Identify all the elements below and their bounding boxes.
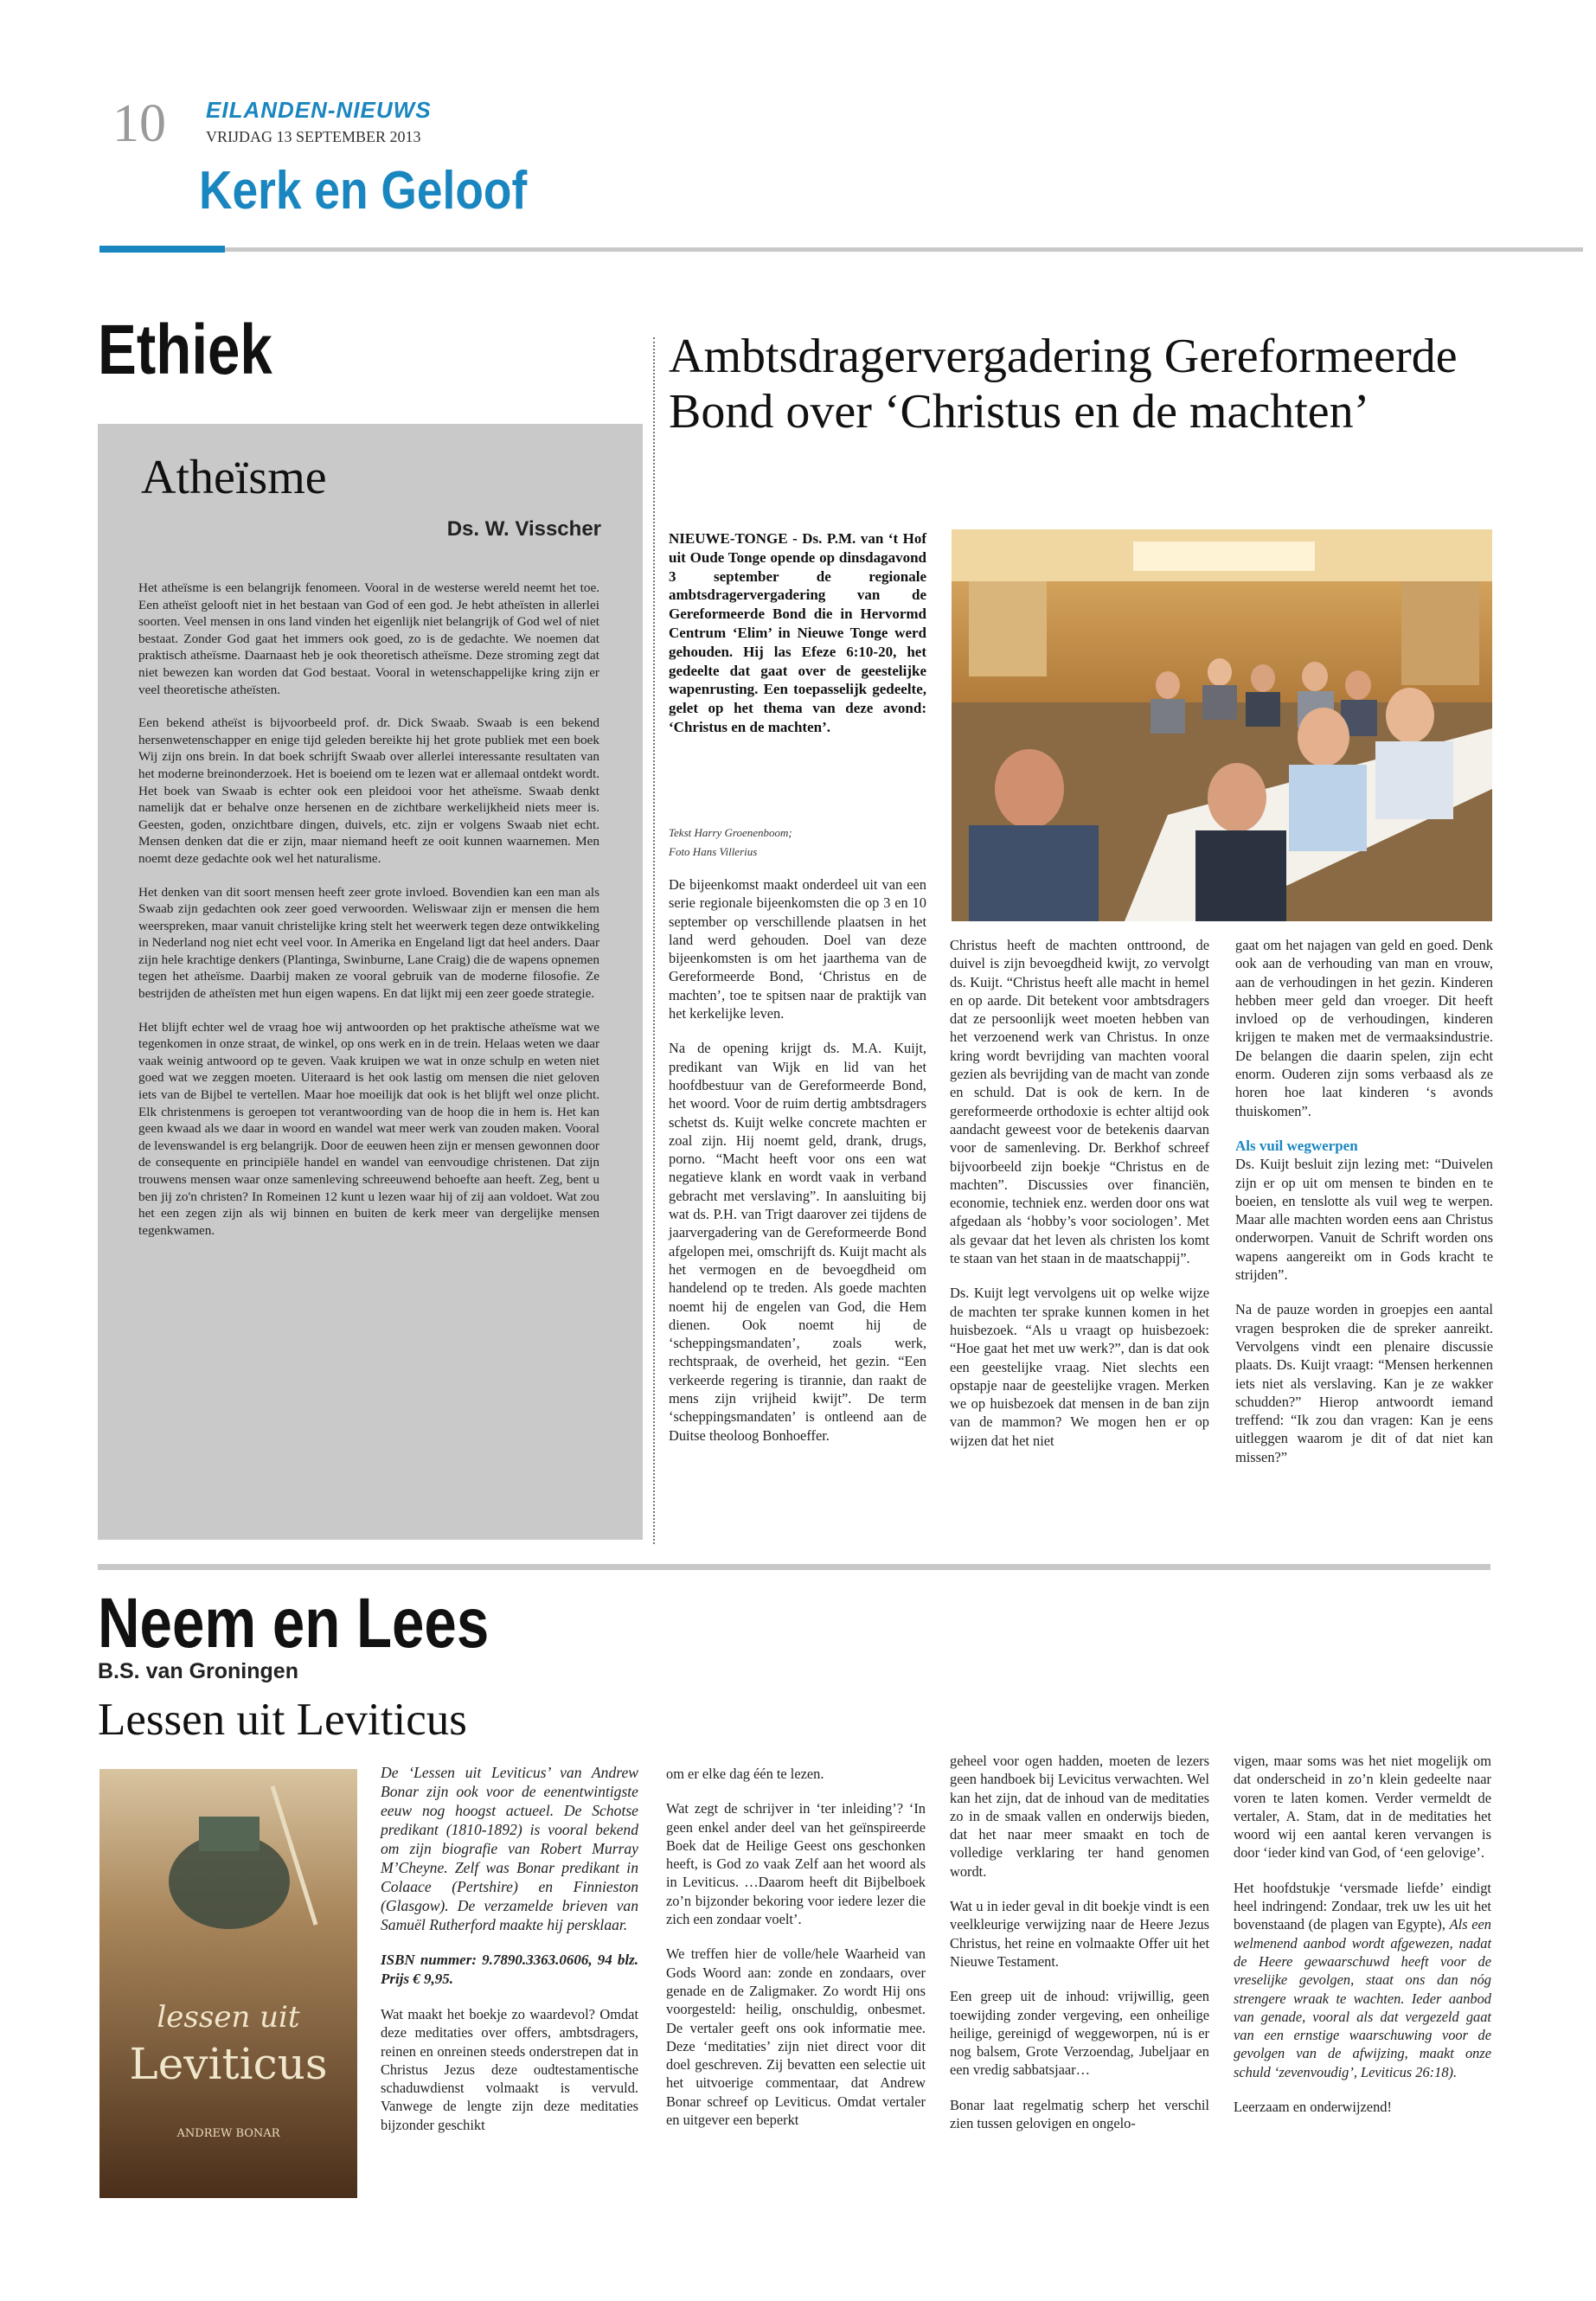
column-heading-ethiek: Ethiek — [98, 311, 272, 389]
issue-date: VRIJDAG 13 SEPTEMBER 2013 — [206, 128, 421, 145]
book-isbn: ISBN nummer: 9.7890.3363.0606, 94 blz. Prijs € 9,95. — [381, 1952, 638, 1987]
article-credit — [669, 824, 926, 862]
review-column-4 — [1234, 1752, 1491, 2132]
paragraph: Een bekend atheïst is bijvoorbeeld prof. dr. Dick Swaab. Swaab is een bekend hersenwetenschapper en enige tijd geleden bereikte hij het grote publiek met een boek Wij zijn ons brein. In dat boek schrijft Swaab over allerlei interessante resultaten van het moderne breinonderzoek. Het is boeiend om te lezen wat er allemaal ontdekt wordt. Het boek van Swaab is echter ook een pleidooi voor het atheïsme. Swaab denkt namelijk dat er behalve onze hersenen en de zichtbare werkelijkheid niets meer is. Geesten, goden, onzichtbare dingen, duivels, etc. zijn er volgens Swaab niet echt. Mensen denken dat die er zijn, maar niemand heeft ze ooit kunnen waarnemen. Men noemt deze gedachte ook wel het naturalisme. — [138, 715, 599, 866]
paragraph: Na de pauze worden in groepjes een aantal vragen besproken die de spreker aanreikt. Vervolgens vindt een plenaire discussie plaats. Ds. Kuijt vraagt: “Mensen herkennen iets niet als verslaving. Kan je ze wakker schudden?” Hierop antwoordt iemand treffend: “Ik zou dan vragen: Kan je eens uitleggen waarom je dit of dat niet kan missen?” — [1235, 1301, 1493, 1465]
paragraph: om er elke dag één te lezen. — [666, 1766, 824, 1782]
article-title-atheisme: Atheïsme — [141, 451, 327, 504]
book-cover-author: ANDREW BONAR — [176, 2127, 280, 2140]
article-body-atheisme — [138, 580, 599, 1255]
paragraph: Leerzaam en onderwijzend! — [1234, 2099, 1392, 2116]
section-rule-accent — [99, 246, 225, 253]
review-column-2 — [666, 1765, 926, 2145]
paragraph: Wat u in ieder geval in dit boekje vindt is een veelkleurige verwijzing naar de Heere Jezus Christus, het reine en volmaakte Offer uit het Nieuwe Testament. — [950, 1898, 1209, 1970]
paragraph: geheel voor ogen hadden, moeten de lezers geen handboek bij Levicitus verwachten. Wel kan het zijn, dat de inhoud van de meditaties zo in de smaak vallen en onderwijs bieden, dat het naar meer smaakt en toch de volledige verklaring ter hand genomen wordt. — [950, 1753, 1209, 1880]
section-title: Kerk en Geloof — [199, 161, 528, 221]
book-cover-image — [99, 1769, 357, 2198]
paragraph: Ds. Kuijt legt vervolgens uit op welke wijze de machten ter sprake kunnen komen in het huisbezoek. “Als u vraagt op huisbezoek: “Hoe gaat het met uw werk?”, dan is dat ook een geestelijke vraag. Niet slechts een opstapje naar de geestelijke vragen. Merken we op huisbezoek dat mensen in de ban zijn van de mammon? We mogen hen er op wijzen dat het niet — [950, 1285, 1209, 1449]
article-lead: NIEUWE-TONGE - Ds. P.M. van ‘t Hof uit Oude Tonge opende op dinsdagavond 3 september de regionale ambtsdragervergadering van de Gereformeerde Bond die in Hervormd Centrum ‘Elim’ in Nieuwe Tonge werd gehouden. Hij las Efeze 6:10-20, het gedeelte dat gaat over de geestelijke wapenrusting. Een toepasselijk gedeelte, gelet op het thema van deze avond: ‘Christus en de machten’. — [669, 530, 926, 735]
paragraph: Ds. Kuijt besluit zijn lezing met: “Duivelen zijn er op uit om mensen te binden en te boeien, en tenslotte als vuil weg te werpen. Maar alle machten worden eens aan Christus onderworpen. Vanuit de Schrift worden ons wapens aangereikt om in Gods kracht te strijden”. — [1235, 1156, 1493, 1284]
paragraph: gaat om het najagen van geld en goed. Denk ook aan de verhouding van man en vrouw, aan de verhoudingen in het gezin. Kinderen hebben meer geld dan vroeger. Dit heeft invloed op de verhoudingen, kinderen krijgen te maken met de vermaaksindustrie. De belangen die daarin spelen, zijn echt enorm. Ouderen zijn soms verbaasd als ze horen hoe laat kinderen ‘s avonds thuiskomen”. — [1235, 937, 1493, 1119]
section-rule — [225, 247, 1583, 252]
article-column-2 — [950, 936, 1209, 1466]
paragraph-text: Het hoofdstukje ‘versmade liefde’ eindigt heel indringend: Zondaar, trek uw les uit het bovenstaand (de plagen van Egypte), — [1234, 1879, 1491, 1933]
book-cover-title-line2: Leviticus — [129, 2039, 328, 2089]
review-intro: De ‘Lessen uit Leviticus’ van Andrew Bonar zijn ook voor de eenentwintigste eeuw nog hoogst actueel. De Schotse predikant (1810-1892) is vooral bekend om zijn biografie van Robert Murray M’Cheyne. Zelf was Bonar predikant in Colaace (Pertshire) en Finnieston (Glasgow). De verzamelde brieven van Samuël Rutherford maakte hij persklaar. — [381, 1764, 638, 1933]
section-divider — [98, 1564, 1490, 1570]
paragraph: Het atheïsme is een belangrijk fenomeen. Vooral in de westerse wereld neemt het toe. Een atheïst gelooft niet in het bestaan van God of een god. Je hebt atheïsten in allerlei soorten. Veel mensen in ons land vinden het eigenlijk niet belangrijk of God wel of niet bestaat. Zonder God gaat het immers ook goed, zo is de gedachte. We noemen dat praktisch atheïsme. Daarnaast heb je ook theoretisch atheïsme. Deze stroming zegt dat niet bewezen kan worden dat God bestaat. Vooral in wetenschappelijke kring zijn er veel theoretische atheïsten. — [138, 580, 599, 697]
book-cover-title-line1: lessen uit — [157, 2000, 300, 2035]
subheading: Als vuil wegwerpen — [1235, 1137, 1358, 1154]
paragraph: De bijeenkomst maakt onderdeel uit van een serie regionale bijeenkomsten die op 3 en 10 september op verschillende plaatsen in het land werd gehouden. Doel van deze bijeenkomsten is om het jaarthema van de Gereformeerde Bond, ‘Christus en de machten’, toe te spitsen naar de praktijk van het kerkelijke leven. — [669, 876, 926, 1022]
review-column-1 — [381, 1763, 638, 2150]
review-title: Lessen uit Leviticus — [98, 1695, 467, 1745]
paragraph: Wat maakt het boekje zo waardevol? Omdat deze meditaties over offers, ambtsdragers, reinen en onreinen steeds onderstrepen dat in Christus Jezus deze oudtestamentische schaduwdienst volmaakt is vervuld. Vanwege de lengte zijn deze meditaties bijzonder geschikt — [381, 2006, 638, 2133]
page-number: 10 — [112, 94, 166, 153]
article-column-3 — [1235, 936, 1493, 1483]
credit-photo: Foto Hans Villerius — [669, 845, 758, 858]
quote-text: Als een welmenend aanbod wordt afgewezen, nadat de Heere gewaarschuwd heeft voor de vreselijke gevolgen, staat ons dan nóg strengere wraak te wachten. Ieder aanbod van genade, vooral als dat vergezeld gaat van een ernstige waarschuwing voor de gevolgen van de afwijzing, maakt onze schuld ‘zevenvoudig’, Leviticus 26:18). — [1234, 1916, 1491, 2080]
paragraph: Na de opening krijgt ds. M.A. Kuijt, predikant van Wijk en lid van het hoofdbestuur van de Gereformeerde Bond, het woord. Voor de ruim dertig ambtsdragers schetst ds. Kuijt welke concrete machten er zoal zijn. Hij noemt geld, drank, drugs, porno. “Macht heeft voor ons een wat negatieve klank en wordt vaak in verband gebracht met verslaving”. In aansluiting bij wat ds. P.H. van Trigt daarover zei tijdens de jaarvergadering van de Gereformeerde Bond afgelopen mei, omschrijft ds. Kuijt macht als het vermogen en de bevoegdheid om handelend op te treden. Als goede machten noemt hij de engelen van God, die Hem dienen. Ook noemt hij de ‘scheppingsmandaten’, zoals werk, rechtspraak, de overheid, het gezin. “Een verkeerde regering is tirannie, dan raakt de mens zijn vrijheid kwijt”. De term ‘scheppingsmandaten’ is ontleend aan de Duitse theoloog Bonhoeffer. — [669, 1040, 926, 1444]
review-author: B.S. van Groningen — [98, 1659, 298, 1683]
paragraph: We treffen hier de volle/hele Waarheid van Gods Woord aan: zonde en zondaars, over genade en de Zaligmaker. Zo wordt Hij ons voorgesteld: heilig, onschuldig, onbesmet. De vertaler geeft ons ook informatie mee. Deze ‘meditaties’ zijn niet direct voor dit doel geschreven. Zij bevatten een selectie uit het uitvoerige commentaar, dat Andrew Bonar schreef op Leviticus. Omdat vertaler en uitgever een beperkt — [666, 1945, 926, 2129]
review-column-3 — [950, 1752, 1209, 2149]
column-divider — [653, 337, 655, 1544]
column-heading-neem-en-lees: Neem en Lees — [98, 1584, 490, 1663]
paragraph: Een greep uit de inhoud: vrijwillig, geen toewijding zonder vergeving, een onheilige heilige, gereinigd of weggeworpen, nú is er nog balsem, Grote Verzoendag, Jubeljaar en een vredig sabbatsjaar… — [950, 1988, 1209, 2079]
paragraph: Wat zegt de schrijver in ‘ter inleiding’? ‘In geen enkel ander deel van het geïnspireerde Boek dat de Heilige Geest ons geschonken heeft, is God zo vaak Zelf aan het woord als in Leviticus. …Daarom heeft dit Bijbelboek zo’n bijzonder bekoring voor iedere lezer die zich een zondaar voelt’. — [666, 1800, 926, 1928]
paragraph: Het blijft echter wel de vraag hoe wij antwoorden op het praktische atheïsme wat we tegenkomen in onze straat, de winkel, op ons werk en in de trein. Helaas weten we daar vaak weinig antwoord op te geven. Vaak kruipen we wat in onze schulp en weten niet goed wat we zeggen moeten. Uiteraard is het ook lastig om mensen die niet geloven iets van de Bijbel te vertellen. Maar hoe moeilijk dat ook is het blijft wel onze plicht. Elk christenmens is geroepen tot verantwoording van de hoop die in hem is. Het kan geen kwaad als we daar in woord en wandel wat meer werk van zouden maken. Vooral de levenswandel is erg belangrijk. Door de eeuwen heen zijn er mensen gewonnen door de consequente en principiële handel en wandel van eenvoudige christenen. Dat zijn trouwens mensen waar onze samenleving schreeuwend behoefte aan heeft. Zeg, bent u ben jij zo'n christen? In Romeinen 12 kunt u lezen waar hij of zij aan voldoet. Wat zou het een zegen zijn als wij binnen en buiten de kerk meer van dergelijke mensen tegenkwamen. — [138, 1019, 599, 1238]
paragraph — [1234, 1879, 1491, 2081]
credit-text: Tekst Harry Groenenboom; — [669, 826, 792, 839]
masthead-logo: EILANDEN-NIEUWS — [206, 97, 432, 123]
paragraph: Christus heeft de machten onttroond, de duivel is zijn bevoegdheid kwijt, zo vervolgt ds. Kuijt. “Christus heeft alle macht in hemel en op aarde. Dit betekent voor ambtsdragers dat ze persoonlijk weet moeten hebben van het verzoenend werk van Christus. In onze kring wordt bevrijding van machten vooral gezien als bevrijding van de macht van zonde en schuld. Dat is ook de kern. In de gereformeerde orthodoxie is echter altijd ook aandacht geweest voor de betekenis daarvan voor de samenleving. Dr. Berkhof schreef bijvoorbeeld zijn boekje “Christus en de machten”. Discussies over financiën, economie, techniek enz. werden door ons wat afgedaan als ‘hobby’s voor sociologen’. Met als gevaar dat het leven als christen los komt te staan van het staan in de maatschappij”. — [950, 937, 1209, 1267]
meeting-photo — [952, 529, 1492, 921]
article-title-ambtsdragervergadering: Ambtsdragervergadering Gereformeerde Bond over ‘Christus en de machten’ — [669, 330, 1458, 439]
paragraph: Het denken van dit soort mensen heeft zeer grote invloed. Bovendien kan een man als Swaab zijn gedachten ook zeer goed verwoorden. Weliswaar zijn er mensen die hem weerspreken, maar vanuit christelijke kring stelt het weerwerk tegen deze ontwikkeling in Nederland nog niet echt veel voor. In Amerika en Engeland ligt dat heel anders. Daar zijn hele krachtige denkers (Plantinga, Swinburne, Lane Craig) die de wapens opnemen tegen het atheïsme. Daarbij maken ze vooral gebruik van de moderne filosofie. Ze bestrijden de atheïsten met hun eigen wapens. En dat lijkt mij een zeer goede strategie. — [138, 884, 599, 1002]
article-column-1 — [669, 875, 926, 1461]
article-author: Ds. W. Visscher — [446, 517, 601, 541]
paragraph: vigen, maar soms was het niet mogelijk om dat onderscheid in zo’n klein gedeelte naar voren te laten komen. Verder vermeldt de vertaler, A. Stam, dat in de meditaties het woord wij een aantal keren vervangen is door ‘ieder kind van God, of ‘een gelovige’. — [1234, 1753, 1491, 1862]
paragraph: Bonar laat regelmatig scherp het verschil zien tussen gelovigen en ongelo- — [950, 2096, 1209, 2132]
